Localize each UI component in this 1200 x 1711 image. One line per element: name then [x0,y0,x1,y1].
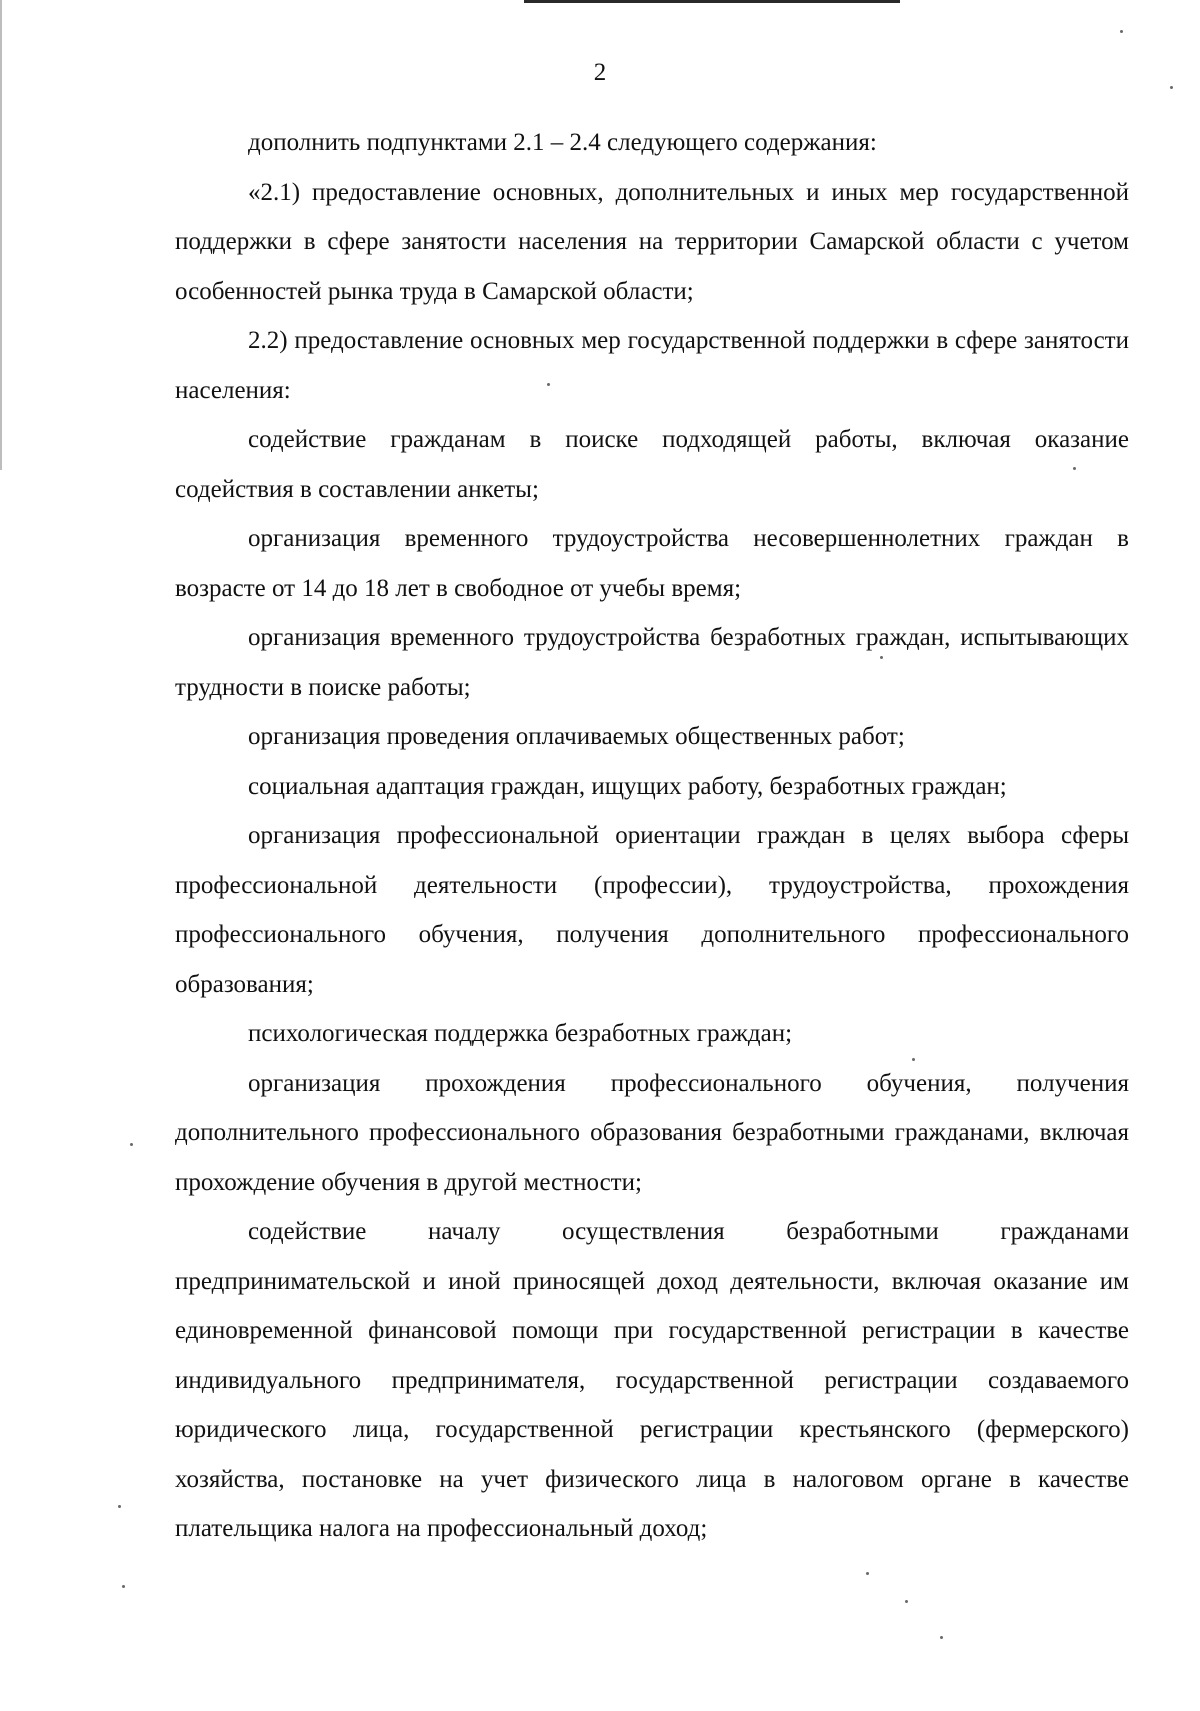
document-body [175,118,1129,1554]
scan-speck [130,1143,133,1146]
paragraph-2-1: «2.1) предоставление основных, дополнительных и иных мер государственной поддержки в сфере занятости населения на территории Самарской области с учетом особенностей рынка труда в Самарской области; [175,178,1129,305]
list-item-vocational-training: организация прохождения профессионального обучения, получения дополнительного профессионального образования безработными гражданами, включая прохождение обучения в другой местности; [175,1069,1129,1196]
paragraph-intro: дополнить подпунктами 2.1 – 2.4 следующего содержания: [248,129,877,156]
scan-speck [1120,30,1123,33]
list-item-entrepreneurship-support: содействие началу осуществления безработными гражданами предпринимательской и иной приносящей доход деятельности, включая оказание им единовременной финансовой помощи при государственной регистрации в качестве индивидуального предпринимателя, государственной регистрации создаваемого юридического лица, государственной регистрации крестьянского (фермерского) хозяйства, постановке на учет физического лица в налоговом органе в качестве плательщика налога на профессиональный доход; [175,1218,1129,1542]
scan-speck [866,1572,869,1575]
list-item-minors-employment: организация временного трудоустройства несовершеннолетних граждан в возрасте от 14 до 18 лет в свободное от учебы время; [175,525,1129,602]
list-item-social-adaptation: социальная адаптация граждан, ищущих работу, безработных граждан; [248,772,1007,800]
list-item-temporary-employment: организация временного трудоустройства безработных граждан, испытывающих трудности в поиске работы; [175,624,1129,701]
scan-speck [122,1585,125,1588]
scan-speck [1170,86,1173,89]
scan-speck [940,1636,943,1639]
scan-speck [912,1058,915,1061]
scan-speck [547,383,550,386]
page-number: 2 [593,59,607,86]
list-item-psychological-support: психологическая поддержка безработных граждан; [248,1020,793,1047]
scan-speck [1073,467,1076,470]
list-item-career-guidance: организация профессиональной ориентации граждан в целях выбора сферы профессиональной деятельности (профессии), трудоустройства, прохождения профессионального обучения, получения дополнительного профессионального образования; [175,822,1129,998]
scan-speck [905,1600,908,1603]
top-scan-rule [524,0,900,3]
list-item-job-search: содействие гражданам в поиске подходящей работы, включая оказание содействия в составлении анкеты; [175,426,1129,503]
list-item-public-works: организация проведения оплачиваемых общественных работ; [248,723,905,750]
paragraph-2-2: 2.2) предоставление основных мер государственной поддержки в сфере занятости населения: [175,327,1129,404]
scan-speck [880,656,883,659]
scan-speck [118,1505,121,1508]
